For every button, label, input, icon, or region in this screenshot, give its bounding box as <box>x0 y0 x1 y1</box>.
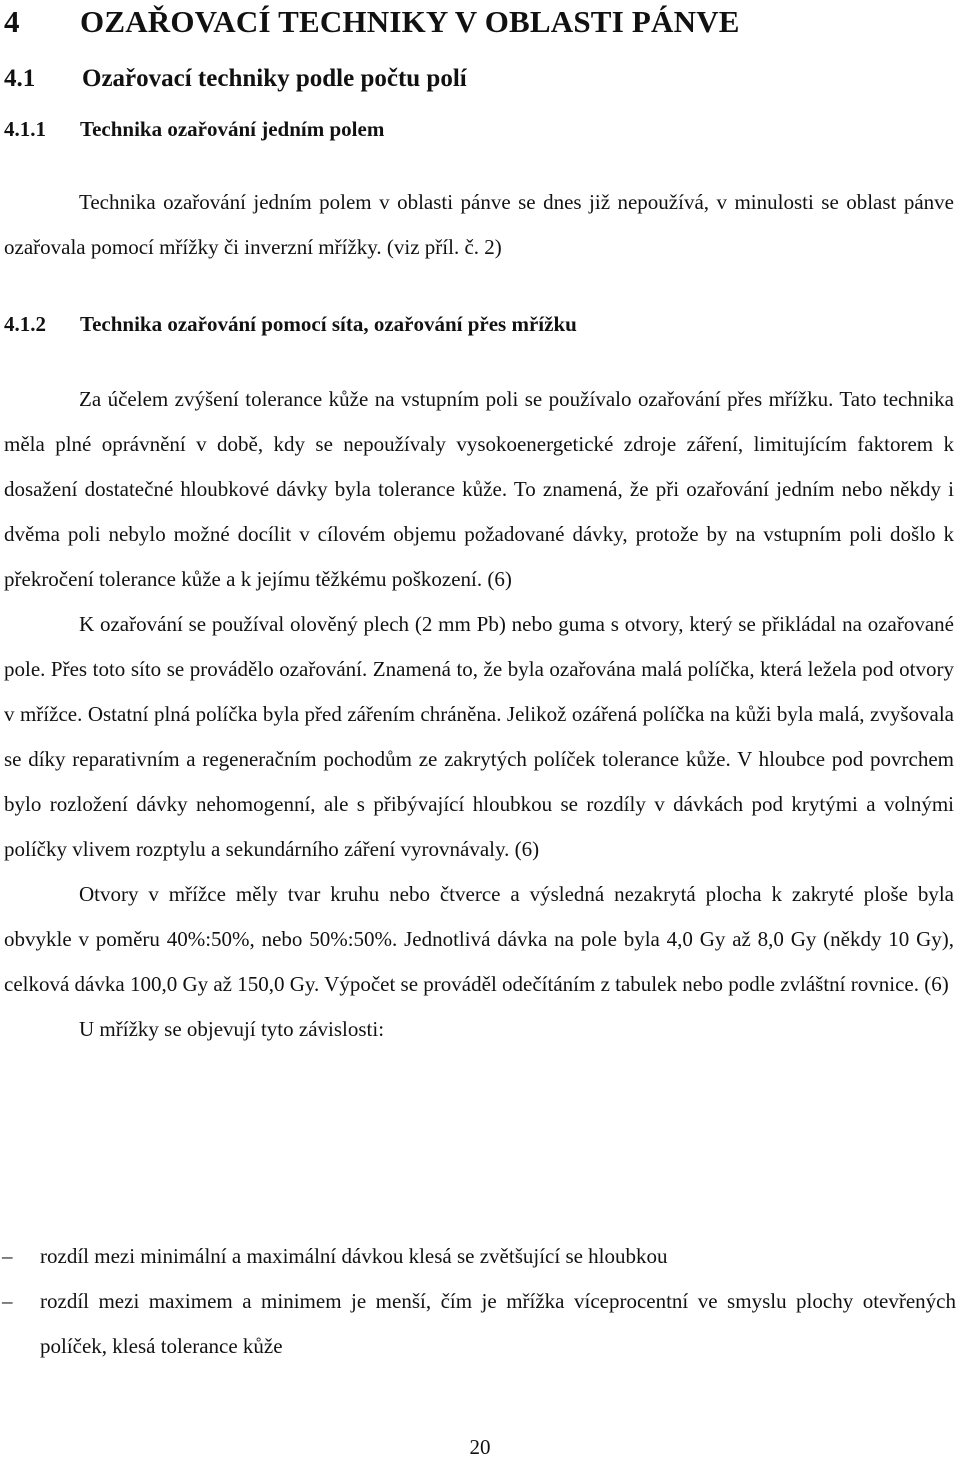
section-heading-block <box>4 62 954 96</box>
chapter-number: 4 <box>4 4 20 39</box>
subsection-heading <box>4 114 954 144</box>
list-item-text: rozdíl mezi minimální a maximální dávkou klesá se zvětšující se hloubkou <box>40 1244 668 1268</box>
list-item-text: rozdíl mezi maximem a minimem je menší, čím je mřížka víceprocentní ve smyslu plochy otevřených políček, klesá tolerance kůže <box>40 1289 956 1358</box>
subsection-heading-block-1 <box>4 114 954 144</box>
subsection-heading-block-2 <box>4 309 954 339</box>
paragraph: K ozařování se používal olověný plech (2 mm Pb) nebo guma s otvory, který se přikládal na ozařované pole. Přes toto síto se provádělo ozařování. Znamená to, že byla ozařována malá políčka, která ležela pod otvory v mřížce. Ostatní plná políčka byla před zářením chráněna. Jelikož ozářená políčka na kůži byla malá, zvyšovala se díky reparativním a regeneračním pochodům ze zakrytých políček tolerance kůže. V hloubce pod povrchem bylo rozložení dávky nehomogenní, ale s přibývající hloubkou se rozdíly v dávkách pod krytými a volnými políčky vlivem rozptylu a sekundárního záření vyrovnávaly. (6) <box>4 612 954 861</box>
list-item <box>0 1279 956 1369</box>
dependency-list <box>0 1234 956 1369</box>
subsection-2-body <box>4 377 954 1052</box>
subsection-title: Technika ozařování jedním polem <box>80 117 385 141</box>
section-number: 4.1 <box>4 65 36 92</box>
subsection-1-body <box>4 180 954 270</box>
paragraph: U mřížky se objevují tyto závislosti: <box>79 1017 385 1041</box>
list-dash: – <box>2 1244 13 1268</box>
page-number: 20 <box>469 1435 491 1459</box>
section-title: Ozařovací techniky podle počtu polí <box>82 65 467 92</box>
paragraph: Otvory v mřížce měly tvar kruhu nebo čtverce a výsledná nezakrytá plocha k zakryté ploše byla obvykle v poměru 40%:50%, nebo 50%:50%. Jednotlivá dávka na pole byla 4,0 Gy až 8,0 Gy (někdy 10 Gy), celková dávka 100,0 Gy až 150,0 Gy. Výpočet se prováděl odečítáním z tabulek nebo podle zvláštní rovnice. (6) <box>4 882 954 996</box>
subsection-title: Technika ozařování pomocí síta, ozařování přes mřížku <box>80 312 577 336</box>
subsection-number: 4.1.2 <box>4 312 46 336</box>
section-heading <box>4 62 954 96</box>
subsection-number: 4.1.1 <box>4 117 46 141</box>
list-item <box>0 1234 956 1279</box>
list-dash: – <box>2 1289 13 1313</box>
subsection-heading <box>4 309 954 339</box>
chapter-heading <box>4 2 954 42</box>
paragraph: Technika ozařování jedním polem v oblasti pánve se dnes již nepoužívá, v minulosti se oblast pánve ozařovala pomocí mřížky či inverzní mřížky. (viz příl. č. 2) <box>4 190 954 259</box>
chapter-title: OZAŘOVACÍ TECHNIKY V OBLASTI PÁNVE <box>80 4 740 39</box>
paragraph: Za účelem zvýšení tolerance kůže na vstupním poli se používalo ozařování přes mřížku. Tato technika měla plné oprávnění v době, kdy se nepoužívaly vysokoenergetické zdroje záření, limitujícím faktorem k dosažení dostatečné hloubkové dávky byla tolerance kůže. To znamená, že při ozařování jedním nebo někdy i dvěma poli nebylo možné docílit v cílovém objemu požadované dávky, protože by na vstupním poli došlo k překročení tolerance kůže a k jejímu těžkému poškození. (6) <box>4 387 954 591</box>
chapter-heading-block <box>4 2 954 42</box>
